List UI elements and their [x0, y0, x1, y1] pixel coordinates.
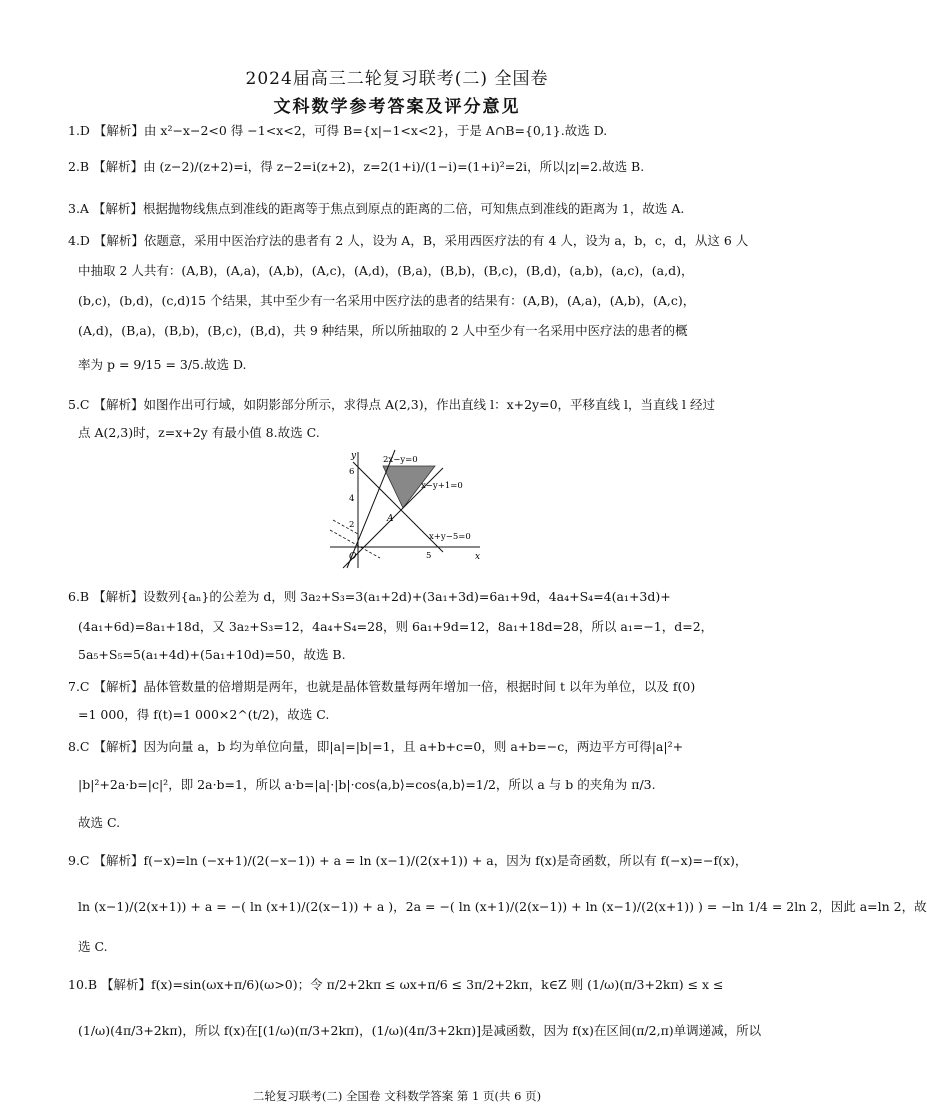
answer-line-q8-cont: |b|²+2a·b=|c|²，即 2a·b=1，所以 a·b=|a|·|b|·cos⟨a,b⟩=cos⟨a,b⟩=1/2，所以 a 与 b 的夹角为 π/3.: [78, 777, 656, 792]
answer-line-q9-cont: ln (x−1)/(2(x+1)) + a = −( ln (x+1)/(2(x−1)) + a )，2a = −( ln (x+1)/(2(x−1)) + ln (x−1)/(2(x+1)) ) = −ln 1/4 = 2ln 2，因此 a=ln 2，故: [78, 899, 927, 914]
point-a-label: A: [387, 514, 394, 524]
tick-label-x5: 5: [426, 551, 432, 561]
tick-label-y6: 6: [349, 467, 355, 477]
answer-line-q6-cont: (4a₁+6d)=8a₁+18d，又 3a₂+S₃=12，4a₄+S₄=28，则 6a₁+9d=12，8a₁+18d=28，所以 a₁=−1，d=2，: [78, 619, 714, 634]
answer-line-q8: 8.C 【解析】因为向量 a，b 均为单位向量，即|a|=|b|=1，且 a+b+c=0，则 a+b=−c，两边平方可得|a|²+: [68, 739, 684, 754]
answer-line-q5-cont: 点 A(2,3)时，z=x+2y 有最小值 8.故选 C.: [78, 425, 320, 440]
feasible-region-figure: [325, 448, 485, 573]
answer-line-q7: 7.C 【解析】晶体管数量的倍增期是两年，也就是晶体管数量每两年增加一倍，根据时间 t 以年为单位，以及 f(0): [68, 679, 696, 694]
answer-line-q3: 3.A 【解析】根据抛物线焦点到准线的距离等于焦点到原点的距离的二倍，可知焦点到准线的距离为 1，故选 A.: [68, 201, 685, 216]
answer-line-q10-cont: (1/ω)(4π/3+2kπ)，所以 f(x)在[(1/ω)(π/3+2kπ)，(1/ω)(4π/3+2kπ)]是减函数，因为 f(x)在区间(π/2,π)单调递减，所以: [78, 1023, 762, 1038]
answer-line-q6: 6.B 【解析】设数列{aₙ}的公差为 d，则 3a₂+S₃=3(a₁+2d)+(3a₁+3d)=6a₁+9d，4a₄+S₄=4(a₁+3d)+: [68, 589, 671, 604]
page-title: 2024届高三二轮复习联考(二) 全国卷: [245, 69, 549, 89]
answer-line-q1: 1.D 【解析】由 x²−x−2<0 得 −1<x<2，可得 B={x|−1<x<2}，于是 A∩B={0,1}.故选 D.: [68, 123, 608, 138]
answer-line-q9: 9.C 【解析】f(−x)=ln (−x+1)/(2(−x−1)) + a = ln (x−1)/(2(x+1)) + a，因为 f(x)是奇函数，所以有 f(−x)=−f(x)，: [68, 853, 748, 868]
answer-line-q8-cont: 故选 C.: [78, 815, 121, 830]
line2-label: x−y+1=0: [421, 481, 463, 491]
answer-line-q4-cont: 率为 p = 9/15 = 3/5.故选 D.: [78, 357, 247, 372]
answer-line-q7-cont: =1 000，得 f(t)=1 000×2^(t/2)，故选 C.: [78, 707, 330, 722]
answer-line-q4: 4.D 【解析】依题意，采用中医治疗法的患者有 2 人，设为 A，B，采用西医疗法的有 4 人，设为 a，b，c，d，从这 6 人: [68, 233, 749, 248]
line1-label: 2x−y=0: [383, 455, 418, 465]
answer-line-q5: 5.C 【解析】如图作出可行域，如阴影部分所示，求得点 A(2,3)，作出直线 l：x+2y=0，平移直线 l，当直线 l 经过: [68, 397, 715, 412]
answer-line-q6-cont: 5a₅+S₅=5(a₁+4d)+(5a₁+10d)=50，故选 B.: [78, 647, 346, 662]
line3-label: x+y−5=0: [429, 532, 471, 542]
page-subtitle: 文科数学参考答案及评分意见: [273, 97, 521, 117]
tick-label-y4: 4: [349, 494, 355, 504]
tick-label-y2: 2: [349, 520, 355, 530]
answer-line-q4-cont: 中抽取 2 人共有：(A,B)，(A,a)，(A,b)，(A,c)，(A,d)，(B,a)，(B,b)，(B,c)，(B,d)，(a,b)，(a,c)，(a,d)，: [78, 263, 694, 278]
answer-line-q10: 10.B 【解析】f(x)=sin(ωx+π/6)(ω>0)；令 π/2+2kπ ≤ ωx+π/6 ≤ 3π/2+2kπ，k∈Z 则 (1/ω)(π/3+2kπ) ≤ x ≤: [68, 977, 724, 992]
answer-line-q2: 2.B 【解析】由 (z−2)/(z+2)=i，得 z−2=i(z+2)，z=2(1+i)/(1−i)=(1+i)²=2i，所以|z|=2.故选 B.: [68, 159, 645, 174]
answer-line-q4-cont: (b,c)，(b,d)，(c,d)15 个结果，其中至少有一名采用中医疗法的患者的结果有：(A,B)，(A,a)，(A,b)，(A,c)，: [78, 293, 696, 308]
x-axis-label: x: [475, 552, 481, 562]
y-axis-label: y: [351, 451, 357, 461]
origin-label: O: [349, 552, 357, 562]
page-footer: 二轮复习联考(二) 全国卷 文科数学答案 第 1 页(共 6 页): [252, 1089, 542, 1103]
answer-line-q9-cont: 选 C.: [78, 939, 108, 954]
answer-line-q4-cont: (A,d)，(B,a)，(B,b)，(B,c)，(B,d)，共 9 种结果，所以所抽取的 2 人中至少有一名采用中医疗法的患者的概: [78, 323, 688, 338]
